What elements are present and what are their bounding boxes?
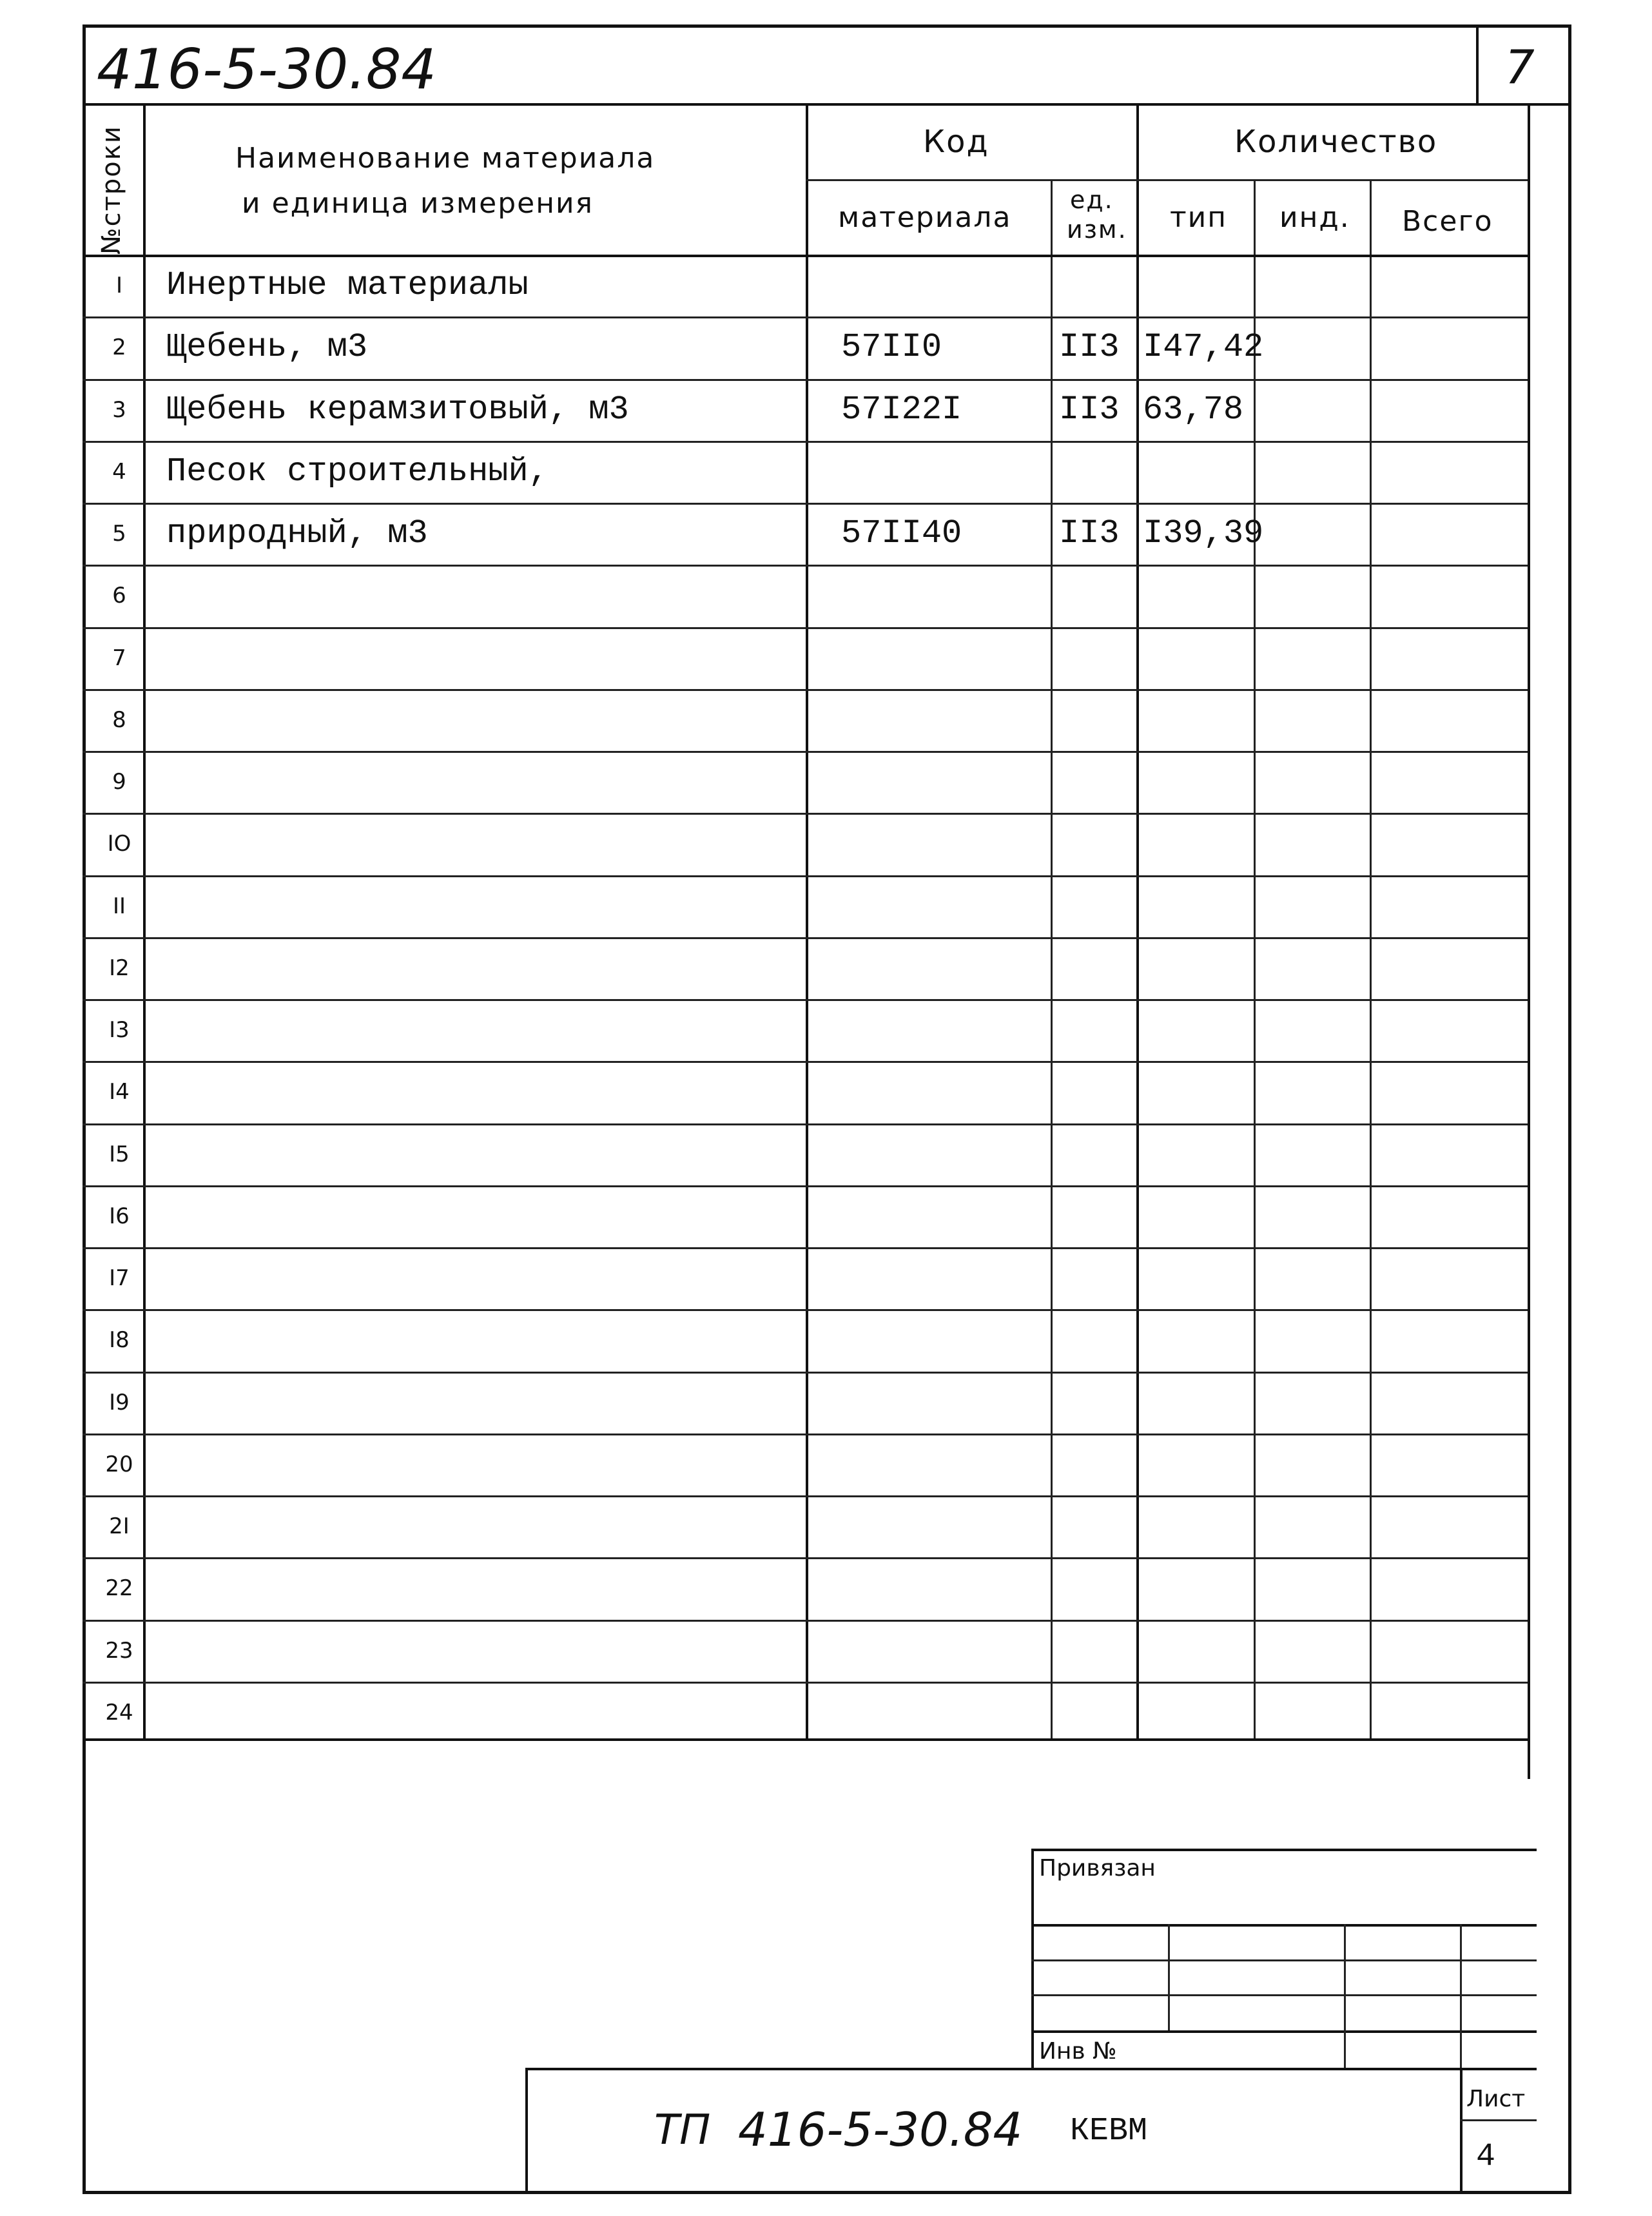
row-divider [83,1247,1528,1249]
row-divider [83,1061,1528,1063]
row-divider [83,689,1528,691]
sheet-value: 4 [1476,2139,1496,2175]
stamp-col-3 [1460,1924,1462,2069]
row-type: 63,78 [1143,390,1244,429]
rownum-col-divider [143,103,146,1740]
row-divider [83,441,1528,443]
row-divider [83,1185,1528,1187]
row-divider [83,503,1528,505]
row-number: I7 [109,1265,130,1291]
row-number: 9 [112,769,126,795]
row-divider [83,1557,1528,1559]
page-number-divider [1476,24,1479,104]
row-number: 24 [105,1699,133,1725]
footer-number: 416-5-30.84 [738,2103,1023,2157]
row-number: I3 [109,1017,130,1043]
row-number: I9 [109,1389,130,1415]
header-code-unit-1: ед. [1070,186,1114,214]
header-name-line1: Наименование материала [235,142,656,175]
row-divider [83,999,1528,1001]
row-name: Щебень керамзитовый, м3 [166,390,629,429]
header-qty-type: тип [1170,201,1227,234]
title-block-top [525,2068,1537,2070]
ind-total-divider [1370,179,1372,1740]
doc-number: 416-5-30.84 [97,37,437,102]
row-number: 8 [112,706,126,733]
stamp-left-border [1031,1849,1034,2068]
row-divider [83,813,1528,815]
row-number: 6 [112,583,126,609]
row-number: 23 [105,1637,133,1664]
row-divider [83,751,1528,753]
table-right-border [1528,103,1530,1779]
header-qty-ind: инд. [1279,201,1350,234]
footer-prefix: ТП [654,2106,711,2154]
header-name-line2: и единица измерения [242,187,594,220]
row-type: I47,42 [1143,328,1264,367]
name-col-divider [806,103,808,1740]
stamp-col-1 [1168,1924,1170,2030]
title-strip-divider [83,103,1571,106]
header-code-unit-2: изм. [1067,215,1127,244]
row-number: 7 [112,645,126,671]
code-unit-divider [1051,179,1053,1740]
row-number: I2 [109,955,130,981]
row-number: 3 [112,396,126,423]
header-qty-total: Всего [1402,205,1493,238]
row-divider [83,627,1528,629]
header-subdivider [806,179,1528,181]
stamp-col-2 [1344,1924,1346,2069]
row-divider [83,875,1528,877]
row-number: II [112,893,126,919]
row-divider [83,1309,1528,1311]
row-number: 5 [112,521,126,547]
row-unit: II3 [1059,328,1120,367]
header-code: Код [923,124,989,160]
row-divider [83,1372,1528,1374]
row-number: IO [107,831,131,857]
page-number: 7 [1505,40,1535,94]
sheet-label-divider [1460,2119,1537,2121]
row-code: 57II40 [841,514,962,552]
row-divider [83,1495,1528,1497]
footer-code: КЕВМ [1070,2113,1148,2150]
header-bottom [83,255,1528,257]
row-number: I6 [109,1203,130,1229]
row-divider [83,1682,1528,1684]
bound-label: Привязан [1039,1855,1156,1881]
row-number: 2I [109,1513,130,1539]
sheet-col-divider [1460,2068,1463,2194]
row-name: Щебень, м3 [166,328,368,367]
row-code: 57II0 [841,328,942,367]
row-number: I8 [109,1327,130,1354]
row-name: природный, м3 [166,514,428,552]
row-name: Инертные материалы [166,266,529,304]
row-number: 22 [105,1575,133,1602]
sheet-label: Лист [1466,2086,1526,2112]
title-block-left [525,2068,528,2194]
row-number: 4 [112,458,126,485]
row-number: 2 [112,335,126,361]
row-divider [83,379,1528,381]
type-ind-divider [1254,179,1256,1740]
row-divider [83,1434,1528,1435]
row-divider [83,937,1528,939]
table-bottom [83,1738,1528,1741]
code-qty-divider [1136,103,1139,1740]
inv-label: Инв № [1039,2038,1117,2065]
stamp-top [1031,1849,1537,1851]
header-row-no: №строки [97,125,126,255]
row-divider [83,1620,1528,1622]
row-number: I4 [109,1079,130,1105]
row-number: I [115,273,123,298]
row-unit: II3 [1059,390,1120,429]
row-divider [83,1123,1528,1125]
header-quantity: Количество [1234,124,1438,160]
row-divider [83,316,1528,318]
row-type: I39,39 [1143,514,1264,552]
row-number: 20 [105,1451,133,1477]
row-name: Песок строительный, [166,452,549,491]
header-code-material: материала [838,201,1012,234]
row-unit: II3 [1059,514,1120,552]
row-number: I5 [109,1141,130,1167]
row-code: 57I22I [841,390,962,429]
row-divider [83,565,1528,567]
